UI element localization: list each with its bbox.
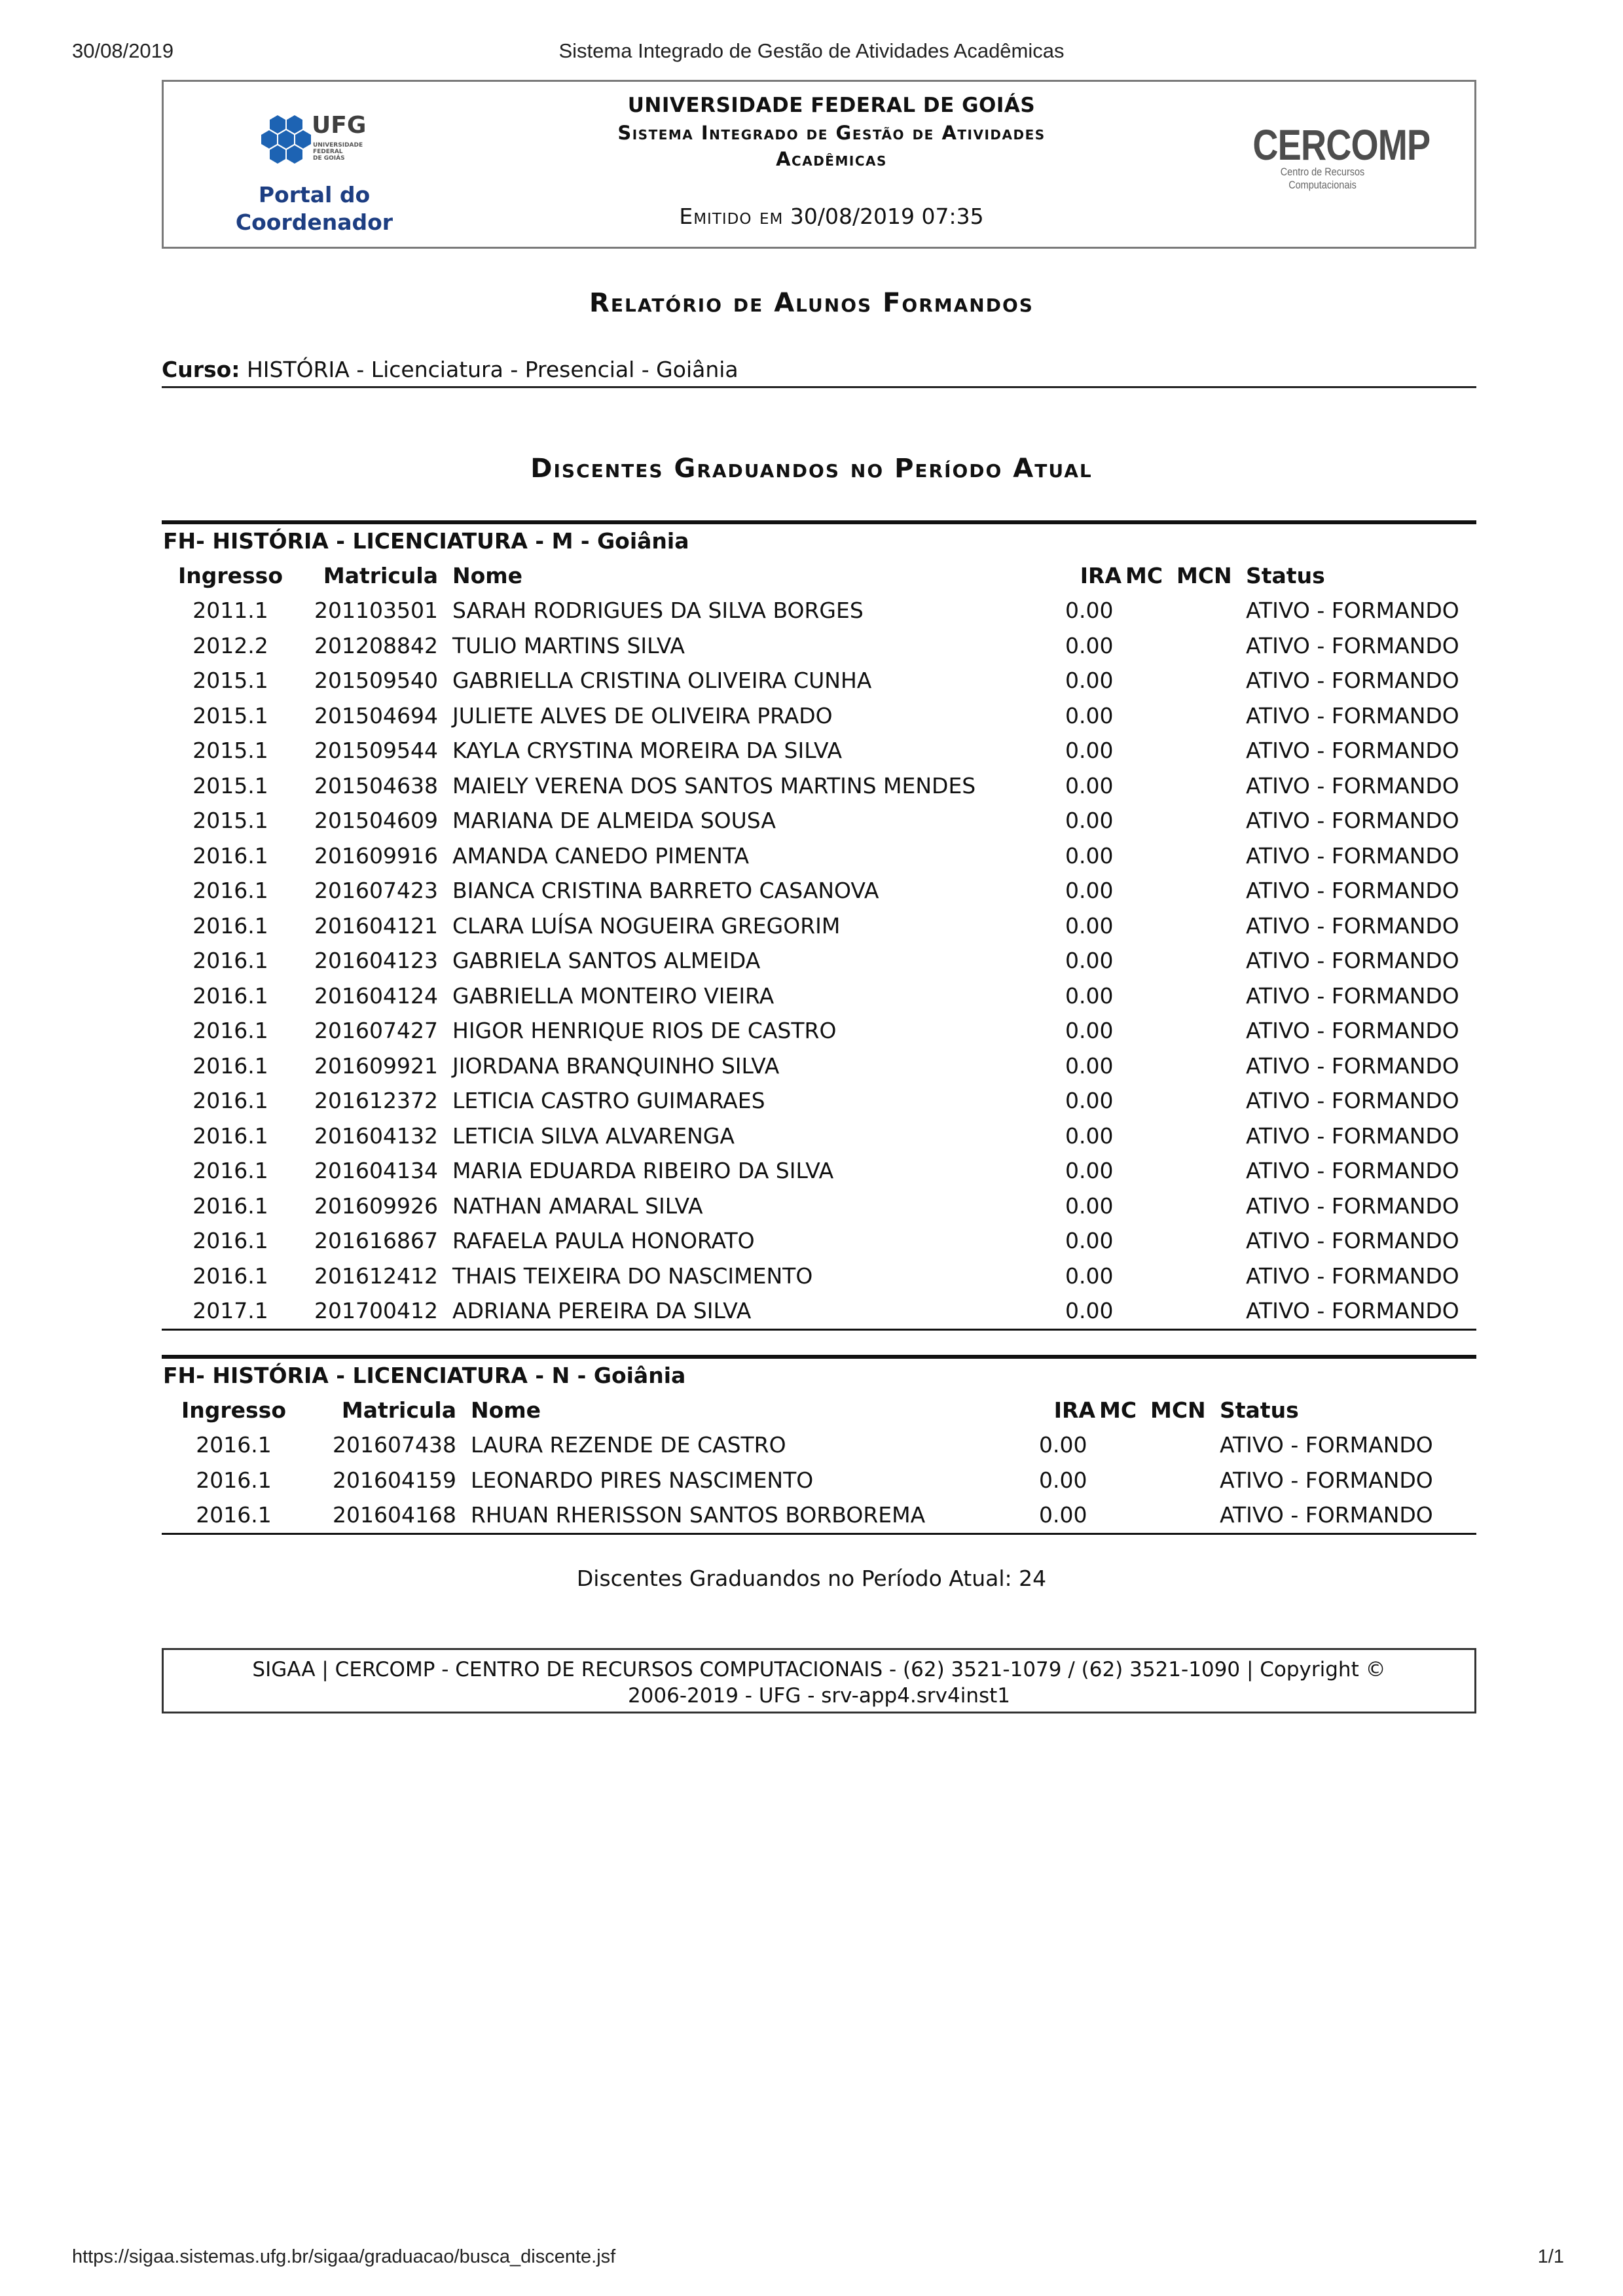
cell-matricula: 201609916 bbox=[314, 842, 438, 869]
cell-ingresso: 2016.1 bbox=[192, 842, 268, 869]
cell-matricula: 201609921 bbox=[314, 1052, 438, 1079]
cell-mcn bbox=[1176, 628, 1246, 664]
cell-status: ATIVO - FORMANDO bbox=[1246, 808, 1459, 834]
cell-ingresso: 2016.1 bbox=[192, 878, 268, 904]
col-status: Status bbox=[1246, 563, 1325, 588]
group-title: FH- HISTÓRIA - LICENCIATURA - N - Goiânia bbox=[163, 1363, 686, 1388]
table-row bbox=[162, 1083, 1459, 1119]
cell-mcn bbox=[1176, 1259, 1246, 1294]
cell-ira: 0.00 bbox=[1065, 738, 1114, 764]
total-count: Discentes Graduandos no Período Atual: 24 bbox=[576, 1566, 1047, 1591]
curso-value: HISTÓRIA - Licenciatura - Presencial - Goiânia bbox=[240, 357, 739, 382]
cell-matricula: 201607427 bbox=[314, 1018, 438, 1044]
cell-ira: 0.00 bbox=[1065, 1158, 1114, 1184]
table-row bbox=[162, 698, 1459, 734]
ufg-logo-subtext: UNIVERSIDADE FEDERAL DE GOIÁS bbox=[313, 142, 363, 162]
table-row bbox=[162, 1013, 1459, 1049]
cell-matricula: 201612372 bbox=[314, 1088, 438, 1114]
table-body bbox=[162, 593, 1459, 1329]
cell-matricula: 201604132 bbox=[314, 1122, 438, 1149]
cell-ira: 0.00 bbox=[1065, 598, 1114, 624]
cell-status: ATIVO - FORMANDO bbox=[1246, 1052, 1459, 1079]
col-mcn: MCN bbox=[1176, 563, 1232, 588]
cell-matricula: 201509540 bbox=[314, 668, 438, 694]
cell-ingresso: 2016.1 bbox=[192, 1088, 268, 1114]
cell-matricula: 201700412 bbox=[314, 1298, 438, 1324]
cell-ira: 0.00 bbox=[1065, 1298, 1114, 1324]
cell-mcn bbox=[1176, 1049, 1246, 1084]
cell-nome: GABRIELLA MONTEIRO VIEIRA bbox=[452, 982, 775, 1009]
cell-nome: KAYLA CRYSTINA MOREIRA DA SILVA bbox=[452, 738, 843, 764]
cell-nome: HIGOR HENRIQUE RIOS DE CASTRO bbox=[452, 1018, 837, 1044]
cell-mc bbox=[1125, 1153, 1176, 1189]
cercomp-logo-text: CERCOMP bbox=[1252, 120, 1431, 169]
cell-ingresso: 2011.1 bbox=[192, 598, 268, 624]
table-row bbox=[162, 1463, 1433, 1498]
table-row bbox=[162, 908, 1459, 944]
cell-mcn bbox=[1176, 908, 1246, 944]
cell-ira: 0.00 bbox=[1065, 702, 1114, 728]
col-mc: MC bbox=[1125, 563, 1163, 588]
cell-ira: 0.00 bbox=[1065, 1228, 1114, 1254]
cell-ingresso: 2016.1 bbox=[192, 1122, 268, 1149]
footer-line2: 2006-2019 - UFG - srv-app4.srv4inst1 bbox=[627, 1684, 1011, 1708]
cell-ingresso: 2016.1 bbox=[192, 1228, 268, 1254]
cell-status: ATIVO - FORMANDO bbox=[1246, 948, 1459, 974]
cell-nome: LAURA REZENDE DE CASTRO bbox=[471, 1432, 786, 1458]
cell-ingresso: 2015.1 bbox=[192, 772, 268, 798]
cell-ira: 0.00 bbox=[1065, 1018, 1114, 1044]
table-row bbox=[162, 1427, 1433, 1463]
cell-ira: 0.00 bbox=[1065, 842, 1114, 869]
cell-mcn bbox=[1176, 1293, 1246, 1329]
cell-ingresso: 2016.1 bbox=[196, 1502, 272, 1528]
cell-nome: ADRIANA PEREIRA DA SILVA bbox=[452, 1298, 752, 1324]
cell-ira: 0.00 bbox=[1065, 632, 1114, 658]
cell-status: ATIVO - FORMANDO bbox=[1246, 1228, 1459, 1254]
print-url: https://sigaa.sistemas.ufg.br/sigaa/graduacao/busca_discente.jsf bbox=[72, 2246, 616, 2267]
cell-ingresso: 2016.1 bbox=[192, 1052, 268, 1079]
table-body bbox=[162, 1427, 1433, 1533]
col-nome: Nome bbox=[471, 1397, 541, 1423]
students-table bbox=[162, 558, 1459, 1329]
group-turma-m bbox=[162, 520, 1476, 1331]
table-row bbox=[162, 1189, 1459, 1224]
cell-status: ATIVO - FORMANDO bbox=[1220, 1467, 1433, 1493]
cell-mc bbox=[1125, 593, 1176, 628]
cell-ingresso: 2016.1 bbox=[192, 912, 268, 939]
cell-mc bbox=[1125, 1189, 1176, 1224]
cell-nome: AMANDA CANEDO PIMENTA bbox=[452, 842, 750, 869]
cell-mcn bbox=[1150, 1427, 1220, 1463]
cell-status: ATIVO - FORMANDO bbox=[1220, 1502, 1433, 1528]
cell-mc bbox=[1125, 1259, 1176, 1294]
cell-mcn bbox=[1176, 593, 1246, 628]
cell-mc bbox=[1125, 698, 1176, 734]
table-row bbox=[162, 593, 1459, 628]
cell-ingresso: 2015.1 bbox=[192, 738, 268, 764]
cell-mc bbox=[1125, 838, 1176, 874]
cell-mcn bbox=[1176, 873, 1246, 908]
cell-matricula: 201509544 bbox=[314, 738, 438, 764]
cell-mc bbox=[1125, 1223, 1176, 1259]
cell-nome: LETICIA CASTRO GUIMARAES bbox=[452, 1088, 765, 1114]
cell-ira: 0.00 bbox=[1065, 1122, 1114, 1149]
cell-mcn bbox=[1176, 1083, 1246, 1119]
cell-mc bbox=[1125, 733, 1176, 768]
cell-ingresso: 2016.1 bbox=[192, 982, 268, 1009]
col-nome: Nome bbox=[452, 563, 523, 588]
table-row bbox=[162, 1223, 1459, 1259]
cell-ingresso: 2016.1 bbox=[192, 948, 268, 974]
cell-mc bbox=[1125, 1013, 1176, 1049]
cell-status: ATIVO - FORMANDO bbox=[1246, 1158, 1459, 1184]
cell-matricula: 201604168 bbox=[333, 1502, 456, 1528]
cell-nome: RHUAN RHERISSON SANTOS BORBOREMA bbox=[471, 1502, 926, 1528]
cell-mcn bbox=[1176, 1013, 1246, 1049]
cell-status: ATIVO - FORMANDO bbox=[1246, 1193, 1459, 1219]
col-ingresso: Ingresso bbox=[181, 1397, 286, 1423]
col-ingresso: Ingresso bbox=[177, 563, 283, 588]
cell-status: ATIVO - FORMANDO bbox=[1246, 738, 1459, 764]
cell-nome: CLARA LUÍSA NOGUEIRA GREGORIM bbox=[452, 912, 841, 939]
curso-line bbox=[162, 357, 1476, 388]
cell-nome: GABRIELA SANTOS ALMEIDA bbox=[452, 948, 761, 974]
cell-ingresso: 2016.1 bbox=[192, 1158, 268, 1184]
students-table bbox=[162, 1393, 1433, 1533]
emitido bbox=[504, 204, 1159, 229]
col-status: Status bbox=[1220, 1397, 1299, 1423]
cell-nome: BIANCA CRISTINA BARRETO CASANOVA bbox=[452, 878, 879, 904]
cell-ingresso: 2015.1 bbox=[192, 702, 268, 728]
group-turma-n bbox=[162, 1355, 1476, 1535]
cell-ira: 0.00 bbox=[1039, 1502, 1087, 1528]
ufg-logo-text: UFG bbox=[312, 112, 367, 139]
cell-mcn bbox=[1176, 838, 1246, 874]
cell-matricula: 201612412 bbox=[314, 1263, 438, 1289]
col-matricula: Matricula bbox=[323, 563, 438, 588]
cell-ingresso: 2017.1 bbox=[192, 1298, 268, 1324]
cell-matricula: 201604123 bbox=[314, 948, 438, 974]
cell-status: ATIVO - FORMANDO bbox=[1246, 1263, 1459, 1289]
cell-status: ATIVO - FORMANDO bbox=[1246, 1298, 1459, 1324]
cell-mc bbox=[1125, 1049, 1176, 1084]
cell-ingresso: 2016.1 bbox=[192, 1193, 268, 1219]
report-header bbox=[162, 80, 1476, 249]
cell-mc bbox=[1125, 943, 1176, 978]
cell-status: ATIVO - FORMANDO bbox=[1246, 842, 1459, 869]
system-name bbox=[504, 120, 1159, 172]
table-row bbox=[162, 628, 1459, 664]
cell-mcn bbox=[1176, 698, 1246, 734]
cell-ingresso: 2016.1 bbox=[196, 1467, 272, 1493]
print-date: 30/08/2019 bbox=[72, 39, 174, 62]
cell-mc bbox=[1125, 628, 1176, 664]
curso-label: Curso: bbox=[162, 357, 240, 382]
table-row bbox=[162, 1259, 1459, 1294]
col-ira: IRA bbox=[1080, 563, 1122, 588]
cell-ingresso: 2016.1 bbox=[192, 1018, 268, 1044]
cercomp-logo bbox=[1237, 120, 1431, 192]
cell-matricula: 201103501 bbox=[314, 598, 438, 624]
table-header-row bbox=[162, 558, 1459, 593]
cell-matricula: 201504694 bbox=[314, 702, 438, 728]
table-row bbox=[162, 1119, 1459, 1154]
cell-nome: NATHAN AMARAL SILVA bbox=[452, 1193, 703, 1219]
col-ira: IRA bbox=[1053, 1397, 1095, 1423]
cell-status: ATIVO - FORMANDO bbox=[1246, 878, 1459, 904]
cell-mc bbox=[1125, 873, 1176, 908]
cell-mcn bbox=[1150, 1498, 1220, 1533]
emitido-label: Emitido em bbox=[679, 204, 784, 229]
cell-mc bbox=[1099, 1427, 1150, 1463]
cell-mc bbox=[1099, 1463, 1150, 1498]
cell-mcn bbox=[1176, 768, 1246, 804]
cell-mcn bbox=[1176, 943, 1246, 978]
cell-nome: JIORDANA BRANQUINHO SILVA bbox=[452, 1052, 780, 1079]
cell-mcn bbox=[1176, 1223, 1246, 1259]
cell-mcn bbox=[1176, 733, 1246, 768]
portal-line1: Portal do bbox=[258, 182, 371, 207]
cell-ingresso: 2016.1 bbox=[196, 1432, 272, 1458]
table-row bbox=[162, 838, 1459, 874]
cell-mcn bbox=[1176, 1119, 1246, 1154]
cell-ira: 0.00 bbox=[1039, 1432, 1087, 1458]
cell-ingresso: 2015.1 bbox=[192, 808, 268, 834]
portal-label bbox=[203, 181, 426, 236]
report-title: Relatório de Alunos Formandos bbox=[589, 288, 1034, 318]
cell-nome: MARIANA DE ALMEIDA SOUSA bbox=[452, 808, 776, 834]
cell-matricula: 201604121 bbox=[314, 912, 438, 939]
table-row bbox=[162, 1498, 1433, 1533]
cell-matricula: 201609926 bbox=[314, 1193, 438, 1219]
cell-status: ATIVO - FORMANDO bbox=[1220, 1432, 1433, 1458]
cell-mcn bbox=[1176, 1153, 1246, 1189]
cell-status: ATIVO - FORMANDO bbox=[1246, 1018, 1459, 1044]
cell-status: ATIVO - FORMANDO bbox=[1246, 668, 1459, 694]
cell-matricula: 201616867 bbox=[314, 1228, 438, 1254]
cell-ira: 0.00 bbox=[1065, 1088, 1114, 1114]
cell-nome: JULIETE ALVES DE OLIVEIRA PRADO bbox=[452, 702, 833, 728]
cell-mc bbox=[1099, 1498, 1150, 1533]
table-row bbox=[162, 943, 1459, 978]
cercomp-logo-subtext: Centro de Recursos Computacionais bbox=[1280, 166, 1365, 191]
cell-nome: THAIS TEIXEIRA DO NASCIMENTO bbox=[452, 1263, 813, 1289]
col-mcn: MCN bbox=[1150, 1397, 1206, 1423]
table-row bbox=[162, 873, 1459, 908]
cell-ira: 0.00 bbox=[1065, 772, 1114, 798]
cell-mc bbox=[1125, 1083, 1176, 1119]
table-row bbox=[162, 1293, 1459, 1329]
university-name: UNIVERSIDADE FEDERAL DE GOIÁS bbox=[627, 94, 1036, 117]
cell-nome: MARIA EDUARDA RIBEIRO DA SILVA bbox=[452, 1158, 834, 1184]
cell-mcn bbox=[1176, 663, 1246, 698]
col-mc: MC bbox=[1099, 1397, 1137, 1423]
cell-nome: MAIELY VERENA DOS SANTOS MARTINS MENDES bbox=[452, 772, 976, 798]
cell-mc bbox=[1125, 1119, 1176, 1154]
cell-matricula: 201504638 bbox=[314, 772, 438, 798]
cell-ira: 0.00 bbox=[1065, 878, 1114, 904]
cell-mc bbox=[1125, 1293, 1176, 1329]
cell-ira: 0.00 bbox=[1065, 1193, 1114, 1219]
cell-status: ATIVO - FORMANDO bbox=[1246, 632, 1459, 658]
print-page-number: 1/1 bbox=[1537, 2246, 1564, 2267]
cell-nome: GABRIELLA CRISTINA OLIVEIRA CUNHA bbox=[452, 668, 872, 694]
cell-ira: 0.00 bbox=[1039, 1467, 1087, 1493]
cell-matricula: 201504609 bbox=[314, 808, 438, 834]
cell-ira: 0.00 bbox=[1065, 912, 1114, 939]
cell-status: ATIVO - FORMANDO bbox=[1246, 912, 1459, 939]
cell-nome: SARAH RODRIGUES DA SILVA BORGES bbox=[452, 598, 864, 624]
cell-nome: LEONARDO PIRES NASCIMENTO bbox=[471, 1467, 814, 1493]
cell-status: ATIVO - FORMANDO bbox=[1246, 1088, 1459, 1114]
sigaa-footer bbox=[162, 1648, 1476, 1713]
table-row bbox=[162, 1153, 1459, 1189]
group-title: FH- HISTÓRIA - LICENCIATURA - M - Goiânia bbox=[163, 528, 689, 554]
cell-ira: 0.00 bbox=[1065, 808, 1114, 834]
table-row bbox=[162, 733, 1459, 768]
cell-status: ATIVO - FORMANDO bbox=[1246, 702, 1459, 728]
cell-ingresso: 2012.2 bbox=[192, 632, 268, 658]
cell-status: ATIVO - FORMANDO bbox=[1246, 1122, 1459, 1149]
cell-mc bbox=[1125, 663, 1176, 698]
cell-matricula: 201604159 bbox=[333, 1467, 456, 1493]
system-line1: Sistema Integrado de Gestão de Atividades bbox=[617, 122, 1046, 144]
table-row bbox=[162, 768, 1459, 804]
cell-mc bbox=[1125, 908, 1176, 944]
cell-mcn bbox=[1176, 803, 1246, 838]
cell-matricula: 201208842 bbox=[314, 632, 438, 658]
cell-mcn bbox=[1150, 1463, 1220, 1498]
cell-matricula: 201607438 bbox=[333, 1432, 456, 1458]
system-line2: Acadêmicas bbox=[776, 148, 887, 170]
footer-line1: SIGAA | CERCOMP - CENTRO DE RECURSOS COMPUTACIONAIS - (62) 3521-1079 / (62) 3521-1090 | Copyright © bbox=[252, 1658, 1386, 1681]
cell-mc bbox=[1125, 768, 1176, 804]
col-matricula: Matricula bbox=[341, 1397, 456, 1423]
cell-matricula: 201604134 bbox=[314, 1158, 438, 1184]
cell-status: ATIVO - FORMANDO bbox=[1246, 598, 1459, 624]
cell-mcn bbox=[1176, 978, 1246, 1014]
portal-line2: Coordenador bbox=[235, 209, 393, 235]
cell-status: ATIVO - FORMANDO bbox=[1246, 982, 1459, 1009]
cell-ira: 0.00 bbox=[1065, 1263, 1114, 1289]
cell-ingresso: 2016.1 bbox=[192, 1263, 268, 1289]
section-title: Discentes Graduandos no Período Atual bbox=[530, 454, 1093, 484]
table-row bbox=[162, 978, 1459, 1014]
emitido-value: 30/08/2019 07:35 bbox=[790, 204, 984, 229]
cell-mc bbox=[1125, 803, 1176, 838]
table-row bbox=[162, 803, 1459, 838]
cell-ira: 0.00 bbox=[1065, 1052, 1114, 1079]
cell-ira: 0.00 bbox=[1065, 982, 1114, 1009]
header-center bbox=[504, 94, 1159, 172]
cell-mcn bbox=[1176, 1189, 1246, 1224]
cell-ingresso: 2015.1 bbox=[192, 668, 268, 694]
cell-matricula: 201607423 bbox=[314, 878, 438, 904]
cell-matricula: 201604124 bbox=[314, 982, 438, 1009]
cell-mc bbox=[1125, 978, 1176, 1014]
cell-status: ATIVO - FORMANDO bbox=[1246, 772, 1459, 798]
table-row bbox=[162, 1049, 1459, 1084]
cell-ira: 0.00 bbox=[1065, 668, 1114, 694]
cell-nome: RAFAELA PAULA HONORATO bbox=[452, 1228, 755, 1254]
cell-ira: 0.00 bbox=[1065, 948, 1114, 974]
cell-nome: TULIO MARTINS SILVA bbox=[452, 632, 685, 658]
table-header-row bbox=[162, 1393, 1433, 1427]
print-title: Sistema Integrado de Gestão de Atividades Acadêmicas bbox=[558, 39, 1065, 62]
table-row bbox=[162, 663, 1459, 698]
cell-nome: LETICIA SILVA ALVARENGA bbox=[452, 1122, 735, 1149]
